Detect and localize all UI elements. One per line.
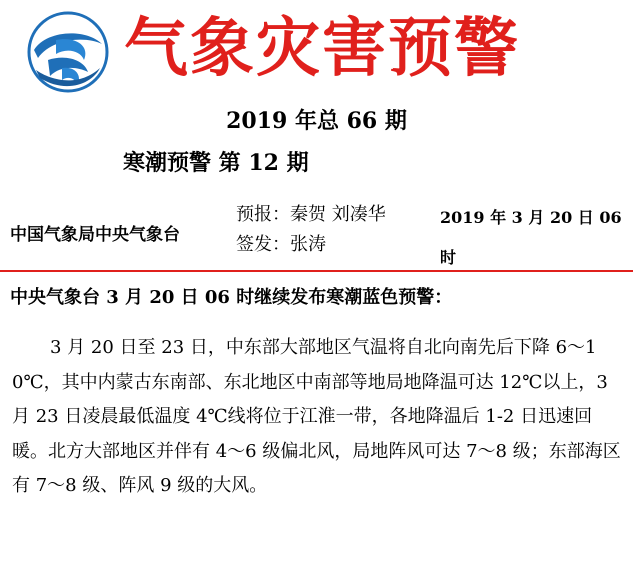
issue-type-number: 寒潮预警 第 12 期 <box>123 150 309 176</box>
document-title: 气象灾害预警 <box>124 12 520 86</box>
issuer-label: 签发： <box>236 234 290 255</box>
forecaster-names: 秦贺 刘凑华 <box>290 204 386 225</box>
forecaster-line <box>236 200 386 230</box>
issue-total-number: 2019 年总 66 期 <box>226 108 407 134</box>
issuing-organization: 中国气象局中央气象台 <box>10 225 180 245</box>
issuer-line <box>236 230 386 260</box>
bulletin-body: 3 月 20 日至 23 日，中东部大部地区气温将自北向南先后下降 6～10℃，其中内蒙古东南部、东北地区中南部等地局地降温可达 12℃以上，3 月 23 日凌晨最低温度 4℃线将位于江淮一带，各地降温后 1-2 日迅速回暖。北方大部地区并伴有 4～6 级偏北风，局地阵风可达 7～8 级；东部海区有 7～8 级、阵风 9 级的大风。 <box>12 337 621 496</box>
cma-weather-logo-icon <box>26 10 110 94</box>
bulletin-headline: 中央气象台 3 月 20 日 06 时继续发布寒潮蓝色预警： <box>10 287 453 308</box>
header-divider <box>0 270 633 272</box>
issue-datetime: 2019 年 3 月 20 日 06 时 <box>440 208 622 267</box>
forecaster-label: 预报： <box>236 204 290 225</box>
issuer-name: 张涛 <box>290 234 326 255</box>
bulletin-header <box>0 0 633 100</box>
signatories <box>236 200 386 260</box>
